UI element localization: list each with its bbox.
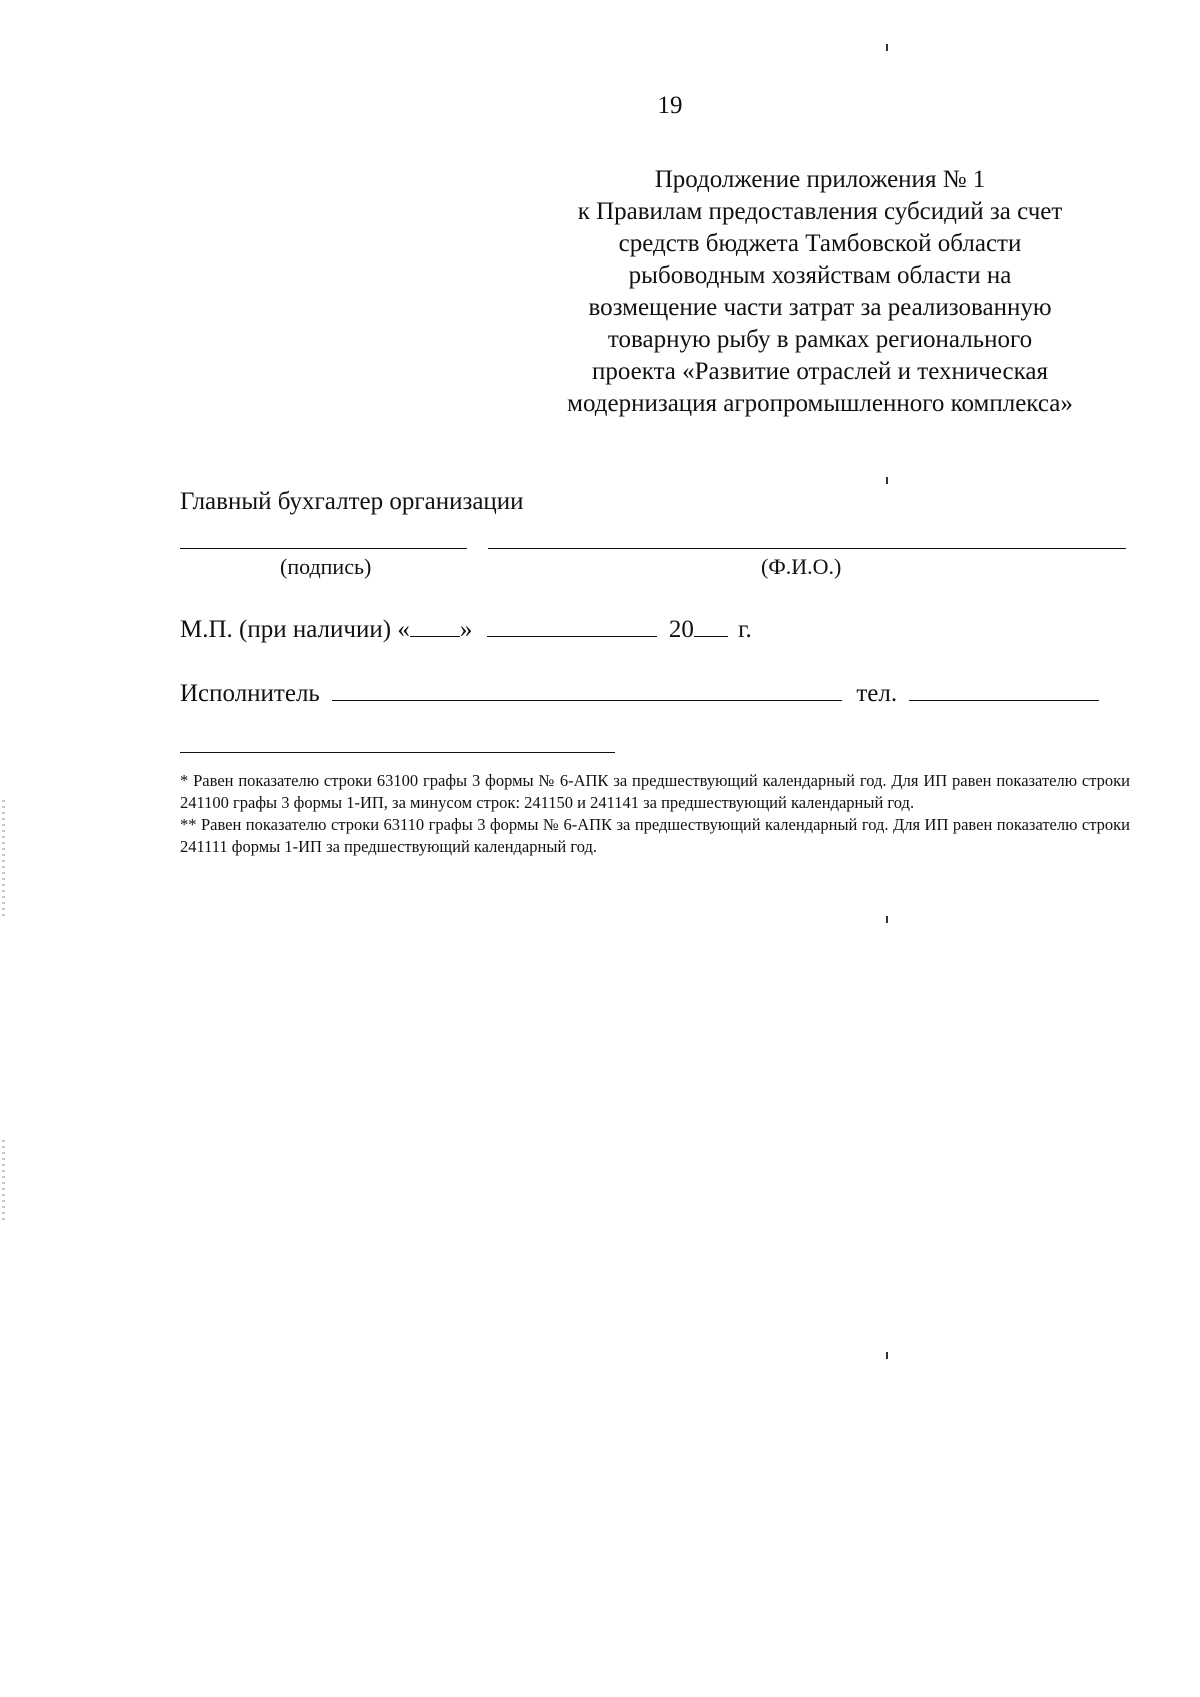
appendix-header-line: товарную рыбу в рамках регионального	[607, 326, 1033, 353]
phone-blank	[909, 678, 1099, 701]
quote-close: »	[459, 616, 473, 643]
executor-row	[180, 678, 1099, 708]
stamp-date-row	[180, 614, 752, 644]
scan-edge-artifact	[2, 1140, 5, 1220]
chief-accountant-title: Главный бухгалтер организации	[180, 488, 524, 515]
footnotes	[180, 770, 1130, 858]
month-blank	[487, 614, 657, 637]
appendix-header-line: модернизация агропромышленного комплекса»	[567, 390, 1073, 417]
appendix-header-line: средств бюджета Тамбовской области	[618, 230, 1022, 257]
year-prefix: 20	[668, 616, 694, 643]
phone-label: тел.	[856, 680, 898, 707]
signature-caption: (подпись)	[280, 554, 372, 579]
appendix-header	[520, 164, 1120, 420]
fio-caption: (Ф.И.О.)	[761, 554, 842, 579]
scan-speck	[886, 1352, 888, 1359]
appendix-header-line: Продолжение приложения № 1	[654, 166, 986, 193]
stamp-label: М.П. (при наличии) «	[180, 616, 410, 643]
scan-edge-artifact	[2, 800, 5, 920]
year-blank	[694, 614, 728, 637]
footnote: * Равен показателю строки 63100 графы 3 формы № 6-АПК за предшествующий календарный год. Для ИП равен показателю строки 241100 графы 3 формы 1-ИП, за минусом строк: 241150 и 241141 за предшествующий календарный год.	[180, 771, 1130, 812]
year-suffix: г.	[738, 616, 752, 643]
day-blank	[410, 614, 460, 637]
executor-label: Исполнитель	[180, 680, 320, 707]
executor-blank	[332, 678, 842, 701]
appendix-header-line: возмещение части затрат за реализованную	[588, 294, 1052, 321]
scan-speck	[886, 477, 888, 484]
fio-line	[488, 548, 1126, 549]
scan-speck	[886, 44, 888, 51]
scan-speck	[886, 916, 888, 923]
appendix-header-line: к Правилам предоставления субсидий за счет	[577, 198, 1063, 225]
appendix-header-line: проекта «Развитие отраслей и техническая	[591, 358, 1048, 385]
page-number: 19	[657, 92, 683, 119]
appendix-header-line: рыбоводным хозяйствам области на	[628, 262, 1012, 289]
signature-line	[180, 548, 467, 549]
footnote-separator	[180, 752, 615, 753]
footnote: ** Равен показателю строки 63110 графы 3 формы № 6-АПК за предшествующий календарный год. Для ИП равен показателю строки 241111 формы 1-ИП за предшествующий календарный год.	[180, 815, 1130, 856]
